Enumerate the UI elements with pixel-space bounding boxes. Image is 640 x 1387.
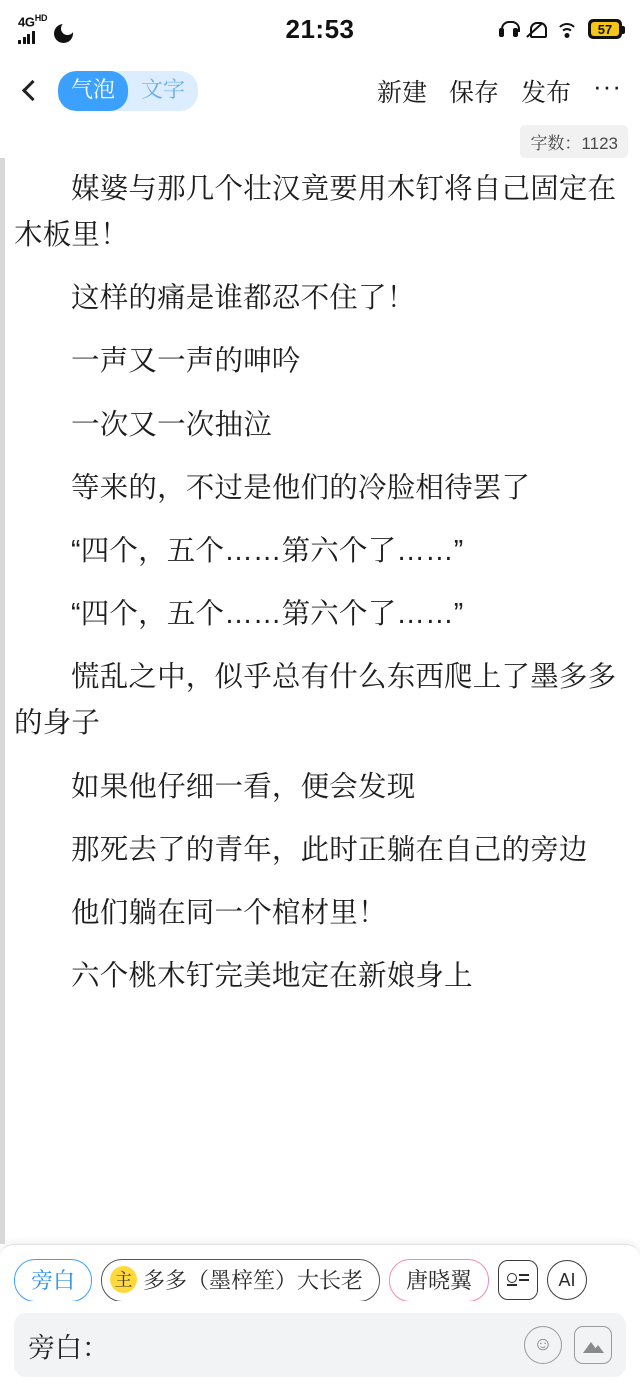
contact-icon [507,1271,529,1289]
role-chip-main[interactable] [101,1259,380,1301]
paragraph[interactable]: 这样的痛是谁都忍不住了！ [71,282,416,315]
network-label: $4G^{HD}$ [18,13,48,30]
paragraph[interactable]: 慌乱之中，似乎总有什么东西爬上了墨多多的身子 [14,661,617,740]
headphone-icon [499,21,518,37]
paragraph[interactable]: 那死去了的青年，此时正躺在自己的旁边 [71,833,588,866]
image-icon[interactable] [574,1326,612,1364]
role-chip-narrator[interactable]: 旁白 [14,1259,92,1301]
top-bar [0,58,640,124]
input-speaker-prefix: 旁白： [28,1332,109,1363]
battery-icon [588,19,622,39]
paragraph[interactable]: 他们躺在同一个棺材里！ [71,896,387,929]
publish-button[interactable]: 发布 [521,79,572,107]
wifi-icon [556,21,578,38]
paragraph[interactable]: “四个，五个……第六个了……” [71,534,464,567]
paragraph[interactable]: 媒婆与那几个壮汉竟要用木钉将自己固定在木板里！ [14,173,617,252]
role-chip-row[interactable] [14,1259,626,1301]
save-button[interactable]: 保存 [448,79,499,107]
host-badge: 主 [110,1266,137,1293]
contact-list-button[interactable] [498,1260,538,1300]
more-options-icon[interactable]: ··· [593,71,622,102]
image-glyph [582,1337,604,1353]
status-bar-clock: 21:53 [285,13,355,44]
editor-body[interactable] [0,158,640,1244]
paragraph[interactable]: 如果他仔细一看，便会发现 [71,770,416,803]
battery-percent: 57 [597,21,613,37]
paragraph[interactable]: 一声又一声的呻吟 [71,345,301,378]
paragraph[interactable]: 一次又一次抽泣 [71,408,272,441]
role-chip-main-label: 多多（墨梓笙）大长老 [143,1267,364,1293]
paragraph[interactable]: “四个，五个……第六个了……” [71,598,464,631]
paragraph[interactable]: 六个桃木钉完美地定在新娘身上 [71,960,473,993]
status-bar [0,0,640,58]
message-input[interactable] [121,1330,512,1361]
role-chip-third[interactable]: 唐晓翼 [389,1259,489,1301]
new-button[interactable]: 新建 [376,79,427,107]
bottom-panel [0,1244,640,1387]
mode-option-bubble[interactable]: 气泡 [58,71,128,111]
back-icon[interactable] [18,76,44,106]
emoji-icon[interactable]: ☺ [524,1326,562,1364]
mode-option-text[interactable]: 文字 [141,77,186,103]
top-bar-actions [377,73,622,109]
word-count-row [0,124,640,158]
ai-button[interactable]: AI [547,1260,587,1300]
bell-mute-icon [528,20,546,39]
paragraph[interactable]: 等来的，不过是他们的冷脸相待罢了 [71,471,531,504]
editor-left-rule [0,158,5,1244]
mode-toggle[interactable] [58,71,198,111]
status-bar-right [499,19,622,39]
word-count-badge: 字数：1123 [520,125,628,158]
message-input-row[interactable] [14,1313,626,1377]
